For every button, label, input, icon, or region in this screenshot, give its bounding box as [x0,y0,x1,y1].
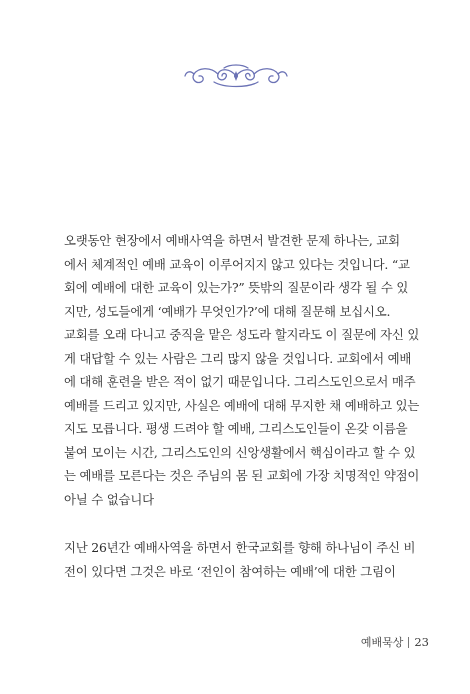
text-line: 에 대해 훈련을 받은 적이 없기 때문입니다. 그리스도인으로서 매주 [64,374,416,389]
text-line: 에서 체계적인 예배 교육이 이루어지지 않고 있다는 것입니다. “교 [64,256,410,272]
text-line: 교회를 오래 다니고 중직을 맡은 성도라 할지라도 이 질문에 자신 있 [64,327,420,342]
text-line: 게 대답할 수 있는 사람은 그리 많지 않을 것입니다. 교회에서 예배 [64,350,412,366]
body-paragraph-1 [64,229,432,511]
text-line: 오랫동안 현장에서 예배사역을 하면서 발견한 문제 하나는, 교회 [64,233,400,248]
flourish-ornament-icon [184,62,288,90]
text-line: 는 예배를 모른다는 것은 주님의 몸 된 교회에 가장 치명적인 약점이 [64,468,420,483]
text-line: 아닐 수 없습니다 [64,491,154,507]
page-number: 23 [414,635,429,649]
text-line: 지도 모릅니다. 평생 드려야 할 예배, 그리스도인들이 온갖 이름을 [64,421,408,436]
book-title: 예배묵상 [360,636,404,649]
body-paragraph-2 [64,536,432,583]
page-footer [361,634,429,650]
text-line: 회에 예배에 대한 교육이 있는가?” 뜻밖의 질문이라 생각 될 수 있 [64,280,409,295]
text-line: 전이 있다면 그것은 바로 ‘전인이 참여하는 예배’에 대한 그림이 [64,563,396,579]
text-line: 붙여 모이는 시간, 그리스도인의 신앙생활에서 핵심이라고 할 수 있 [64,444,416,460]
text-line: 예배를 드리고 있지만, 사실은 예배에 대해 무지한 채 예배하고 있는 [64,397,420,413]
footer-divider [408,637,409,648]
text-line: 지난 26년간 예배사역을 하면서 한국교회를 향해 하나님이 주신 비 [64,540,416,555]
text-line: 지만, 성도들에게 ‘예배가 무엇인가?’에 대해 질문해 보십시오. [64,303,391,319]
